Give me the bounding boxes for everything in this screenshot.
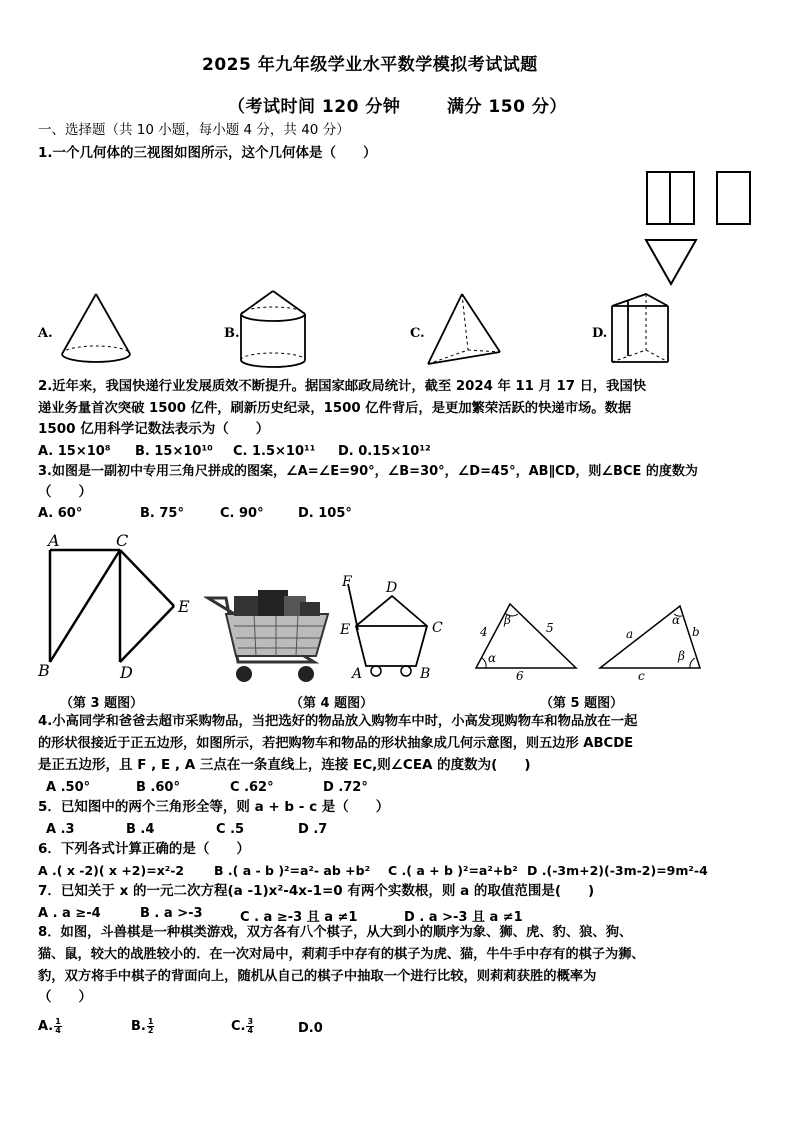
q7-option-d: D . a >-3 且 a ≠1 [404, 910, 523, 925]
fig3-label-e: E [178, 597, 190, 616]
q7-option-b: B . a >-3 [140, 906, 203, 921]
q6-option-c: C .( a + b )²=a²+b² [388, 863, 518, 878]
fig5a-beta: β [504, 613, 511, 627]
cone-shape [56, 290, 136, 370]
q3-option-d: D. 105° [298, 506, 352, 521]
fig5b-beta: β [678, 649, 685, 663]
figure-5-triangle-right [596, 600, 714, 682]
q4-line1: 4.小高同学和爸爸去超市采购物品，当把选好的物品放入购物车中时，小高发现购物车和物品放在一起 [38, 714, 638, 729]
q8-option-b [131, 1018, 154, 1035]
exam-title: 2025 年九年级学业水平数学模拟考试试题 [202, 55, 538, 75]
q1-option-c-label: C. [410, 326, 425, 341]
fig3-label-b: B [38, 661, 50, 680]
q6-stem: 6．下列各式计算正确的是（ ） [38, 841, 250, 857]
q5-option-c: C .5 [216, 822, 245, 837]
q8-line4: （ ） [38, 989, 92, 1005]
q8-line2: 猫、鼠，较大的战胜较小的．在一次对局中，莉莉手中存有的棋子为虎、猫，牛牛手中存有的棋子为狮、 [38, 947, 645, 962]
q8-line3: 豹，双方将手中棋子的背面向上，随机从自己的棋子中抽取一个进行比较，则莉莉获胜的概率为 [38, 969, 597, 984]
q6-option-d: D .(-3m+2)(-3m-2)=9m²-4 [527, 863, 708, 878]
fig5a-side-6: 6 [516, 669, 524, 682]
fig5b-side-b: b [692, 625, 700, 639]
q2-line2: 递业务量首次突破 1500 亿件，刷新历史纪录，1500 亿件背后，是更加繁荣活跃的快递市场。数据 [38, 401, 632, 416]
fig5a-alpha: α [488, 651, 497, 665]
q1-option-d-label: D. [592, 326, 608, 341]
prism-shape [608, 290, 674, 374]
q8-option-c [231, 1018, 254, 1035]
q3-option-a: A. 60° [38, 506, 83, 521]
q7-option-c: C . a ≥-3 且 a ≠1 [240, 910, 358, 925]
figure-4-pentagon [336, 574, 456, 686]
fig5a-side-5: 5 [546, 621, 554, 635]
q5-stem: 5．已知图中的两个三角形全等，则 a + b - c 是（ ） [38, 799, 390, 815]
q4-line2: 的形状很接近于正五边形，如图所示，若把购物车和物品的形状抽象成几何示意图，则五边形 ABCDE [38, 736, 634, 751]
q8-line1: 8．如图，斗兽棋是一种棋类游戏，双方各有八个棋子，从大到小的顺序为象、狮、虎、豹、狼、狗、 [38, 925, 633, 940]
fig5a-side-4: 4 [480, 625, 488, 639]
fig3-label-d: D [120, 663, 133, 682]
q8-option-b-fraction: $\frac{1}{2}$ [147, 1017, 154, 1035]
fig4-label-c: C [432, 620, 443, 636]
q1-option-b-label: B. [224, 326, 240, 341]
q5-option-b: B .4 [126, 822, 155, 837]
q4-option-b: B .60° [136, 780, 180, 795]
fig5b-side-c: c [638, 669, 645, 682]
three-view-figure [640, 168, 756, 288]
q2-option-d: D. 0.15×10¹² [338, 444, 431, 459]
fig5b-alpha: α [672, 613, 681, 627]
q2-option-c: C. 1.5×10¹¹ [233, 444, 316, 459]
q8-option-a-fraction: $\frac{1}{4}$ [55, 1017, 61, 1035]
q8-option-a-label: A. [38, 1019, 54, 1034]
q5-option-a: A .3 [46, 822, 75, 837]
q8-option-d: D.0 [298, 1021, 323, 1036]
q1-option-a-label: A. [38, 326, 53, 341]
q3-line1: 3.如图是一副初中专用三角尺拼成的图案，∠A=∠E=90°，∠B=30°，∠D=45°，AB∥CD，则∠BCE 的度数为 [38, 464, 698, 479]
fig4-label-b: B [420, 666, 431, 682]
q6-option-b: B .( a - b )²=a²- ab +b² [214, 863, 371, 878]
fig4-label-f: F [342, 574, 352, 590]
figure-5-caption: （第 5 题图） [540, 696, 624, 711]
q2-line1: 2.近年来，我国快递行业发展质效不断提升。据国家邮政局统计，截至 2024 年 11 月 17 日，我国快 [38, 379, 647, 394]
fig3-label-a: A [48, 531, 60, 550]
fig4-label-a: A [352, 666, 363, 682]
q1-stem: 1.一个几何体的三视图如图所示，这个几何体是（ ） [38, 145, 377, 161]
q7-stem: 7．已知关于 x 的一元二次方程(a -1)x²-4x-1=0 有两个实数根，则 a 的取值范围是( ) [38, 883, 595, 899]
figure-4-caption: （第 4 题图） [290, 696, 374, 711]
q6-option-a: A .( x -2)( x +2)=x²-2 [38, 863, 185, 878]
q4-option-d: D .72° [323, 780, 368, 795]
fig3-label-c: C [116, 531, 129, 550]
exam-score: 满分 150 分） [447, 97, 567, 117]
q5-option-d: D .7 [298, 822, 328, 837]
q2-line3: 1500 亿用科学记数法表示为（ ） [38, 421, 270, 437]
q3-line2: （ ） [38, 484, 92, 500]
exam-time: （考试时间 120 分钟 [228, 97, 401, 117]
q2-option-b: B. 15×10¹⁰ [135, 444, 213, 459]
q3-option-c: C. 90° [220, 506, 264, 521]
q3-option-b: B. 75° [140, 506, 184, 521]
q4-line3: 是正五边形，且 F , E , A 三点在一条直线上，连接 EC,则∠CEA 的度数为( ) [38, 757, 531, 773]
shopping-cart-picture [204, 584, 334, 686]
q8-option-a [38, 1018, 62, 1035]
section-heading: 一、选择题（共 10 小题，每小题 4 分，共 40 分） [38, 122, 350, 138]
fig5b-side-a: a [626, 627, 634, 641]
cone-cylinder-shape [238, 288, 308, 372]
pyramid-shape [424, 290, 504, 370]
q7-option-a: A . a ≥-4 [38, 906, 101, 921]
q8-option-c-label: C. [231, 1019, 246, 1034]
fig4-label-d: D [386, 580, 398, 596]
figure-5-triangle-left [470, 600, 582, 682]
figure-3-caption: （第 3 题图） [60, 696, 144, 711]
q4-option-c: C .62° [230, 780, 274, 795]
q8-option-b-label: B. [131, 1019, 146, 1034]
q2-option-a: A. 15×10⁸ [38, 444, 111, 459]
q4-option-a: A .50° [46, 780, 91, 795]
q8-option-c-fraction: $\frac{3}{4}$ [247, 1017, 254, 1035]
figure-3-triangles [34, 530, 200, 684]
fig4-label-e: E [340, 622, 351, 638]
